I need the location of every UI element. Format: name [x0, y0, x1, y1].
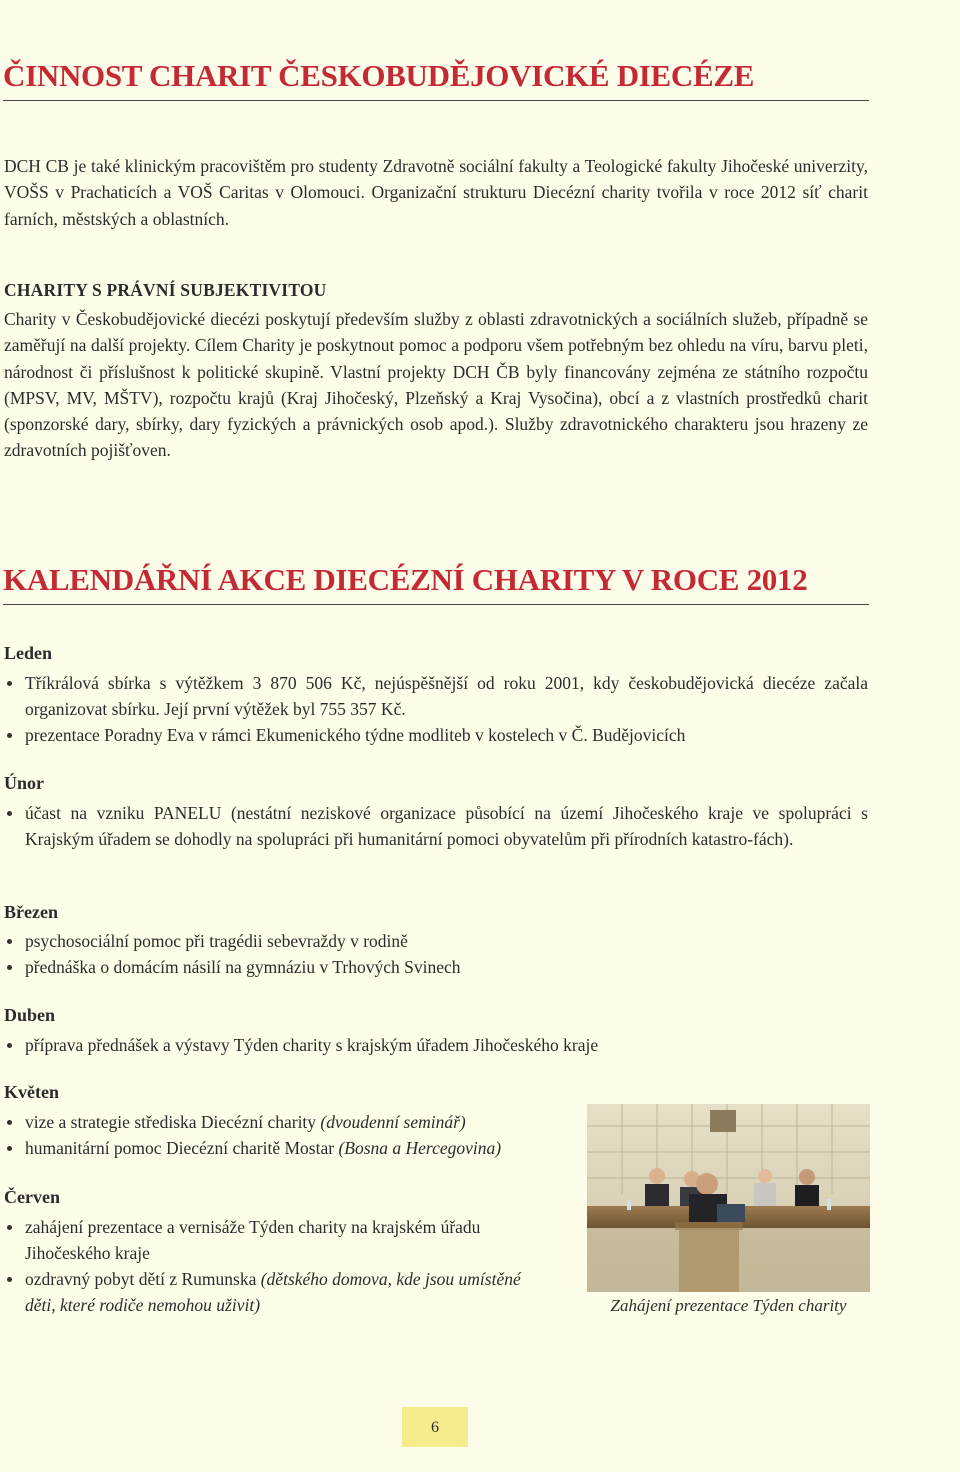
item-text: vize a strategie střediska Diecézní charity — [25, 1112, 321, 1132]
month-heading-leden: Leden — [4, 643, 53, 663]
list-item — [4, 928, 868, 954]
item-note: (dvoudenní seminář) — [320, 1112, 466, 1132]
charity-body-paragraph: Charity v Českobudějovické diecézi poskytují především služby z oblasti zdravotnických a sociálních služeb, případně se zaměřují na další projekty. Cílem Charity je poskytnout pomoc a podporu všem potřebným bez ohledu na víru, barvu pleti, národnost či příslušnost k politické skupině. Vlastní projekty DCH ČB byly financovány zejména ze státního rozpočtu (MPSV, MV, MŠTV), rozpočtu krajů (Kraj Jihočeský, Plzeňský a Kraj Vysočina), obcí a z vlastních prostředků charit (sponzorské dary, sbírky, dary fyzických a právnických osob apod.). Služby zdravotnického charakteru jsou hrazeny ze zdravotních pojišťoven. — [4, 309, 868, 461]
month-list-brezen — [4, 928, 868, 980]
month-list-kveten — [4, 1109, 564, 1161]
list-item — [4, 722, 868, 748]
item-text: ozdravný pobyt dětí z Rumunska — [25, 1269, 261, 1289]
section-title-kalendar: KALENDÁŘNÍ AKCE DIECÉZNÍ CHARITY V ROCE 2012 — [3, 562, 869, 605]
list-item — [4, 1032, 868, 1058]
item-text: Tříkrálová sbírka s výtěžkem 3 870 506 Kč, nejúspěšnější od roku 2001, kdy českobudějovická diecéze začala organizovat sbírku. Její první výtěžek byl 755 357 Kč. — [25, 673, 868, 719]
intro-paragraph: DCH CB je také klinickým pracovištěm pro studenty Zdravotně sociální fakulty a Teologické fakulty Jihočeské univerzity, VOŠS v Prachaticích a VOŠ Caritas v Olomouci. Organizační strukturu Diecézní charity tvořila v roce 2012 síť charit farních, městských a oblastních. — [4, 156, 868, 229]
month-heading-kveten: Květen — [4, 1082, 59, 1102]
list-item — [4, 954, 868, 980]
page-number: 6 — [402, 1407, 468, 1447]
list-item — [4, 1135, 564, 1161]
item-text: psychosociální pomoc při tragédii sebevraždy v rodině — [25, 931, 408, 951]
month-list-cerven — [4, 1214, 554, 1318]
month-heading-unor: Únor — [4, 773, 44, 793]
event-photo — [587, 1104, 870, 1292]
event-photo-illustration — [587, 1104, 870, 1292]
item-text: účast na vzniku PANELU (nestátní neziskové organizace působící na území Jihočeského kraje ve spolupráci s Krajským úřadem se dohodly na spolupráci při humanitární pomoci obyvatelům při přírodních katastro-fách). — [25, 803, 868, 849]
subheading-charity: CHARITY S PRÁVNÍ SUBJEKTIVITOU — [4, 280, 327, 300]
item-text: zahájení prezentace a vernisáže Týden charity na krajském úřadu Jihočeského kraje — [25, 1217, 481, 1263]
item-text: přednáška o domácím násilí na gymnáziu v Trhových Svinech — [25, 957, 461, 977]
section-title-cinnost: ČINNOST CHARIT ČESKOBUDĚJOVICKÉ DIECÉZE — [3, 58, 869, 101]
list-item — [4, 1266, 554, 1318]
item-text: prezentace Poradny Eva v rámci Ekumenického týdne modliteb v kostelech v Č. Budějovicích — [25, 725, 686, 745]
month-heading-brezen: Březen — [4, 902, 58, 922]
list-item — [4, 670, 868, 722]
list-item — [4, 1109, 564, 1135]
month-list-unor — [4, 800, 868, 852]
list-item — [4, 800, 868, 852]
month-list-leden — [4, 670, 868, 748]
item-text: příprava přednášek a výstavy Týden charity s krajským úřadem Jihočeského kraje — [25, 1035, 599, 1055]
month-list-duben — [4, 1032, 868, 1058]
month-heading-cerven: Červen — [4, 1187, 60, 1207]
item-text: humanitární pomoc Diecézní charitě Mostar — [25, 1138, 339, 1158]
item-note: (dětského domova, kde jsou umístěné děti, které rodiče nemohou uživit) — [25, 1269, 521, 1315]
item-note: (Bosna a Hercegovina) — [338, 1138, 502, 1158]
list-item — [4, 1214, 554, 1266]
month-heading-duben: Duben — [4, 1005, 56, 1025]
photo-caption: Zahájení prezentace Týden charity — [610, 1296, 847, 1315]
